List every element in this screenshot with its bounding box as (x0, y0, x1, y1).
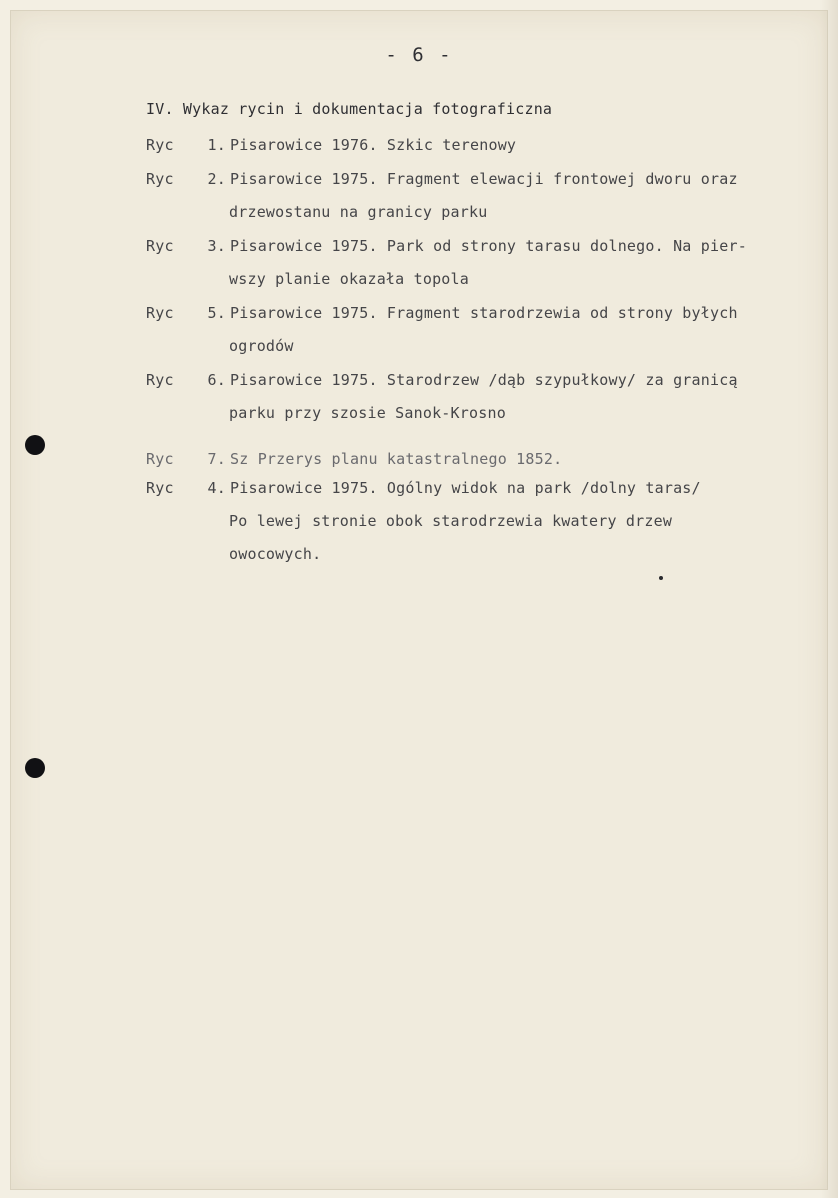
figure-entry-6 (146, 371, 738, 389)
figure-number: 6. (207, 371, 226, 389)
figure-entry-5 (146, 304, 738, 322)
figure-caption-line: Pisarowice 1975. Starodrzew /dąb szypułkowy/ za granicą (230, 371, 738, 389)
figure-entry-1 (146, 136, 516, 154)
figure-label: Ryc (146, 304, 174, 322)
figure-caption-continuation: Po lewej stronie obok starodrzewia kwatery drzew (229, 512, 673, 530)
figure-number: 5. (207, 304, 226, 322)
figure-caption-continuation: parku przy szosie Sanok-Krosno (229, 404, 506, 422)
figure-caption-line: Pisarowice 1975. Ogólny widok na park /dolny taras/ (230, 479, 701, 497)
figure-caption-continuation: owocowych. (229, 545, 322, 563)
page-number: - 6 - (385, 44, 453, 66)
figure-label: Ryc (146, 450, 174, 468)
figure-caption-line: Pisarowice 1975. Fragment elewacji frontowej dworu oraz (230, 170, 738, 188)
ink-speck (659, 576, 663, 580)
figure-label: Ryc (146, 237, 174, 255)
figure-label: Ryc (146, 170, 174, 188)
figure-entry-4 (146, 479, 701, 497)
figure-entry-3 (146, 237, 747, 255)
punch-hole-top (25, 435, 45, 455)
figure-label: Ryc (146, 371, 174, 389)
figure-label: Ryc (146, 136, 174, 154)
figure-caption-line: Sz Przerys planu katastralnego 1852. (230, 450, 563, 468)
figure-caption-continuation: wszy planie okazała topola (229, 270, 469, 288)
figure-number: 3. (207, 237, 226, 255)
page-edge-shadow (820, 0, 838, 1198)
figure-number: 2. (207, 170, 226, 188)
figure-entry-2 (146, 170, 738, 188)
figure-caption-line: Pisarowice 1976. Szkic terenowy (230, 136, 517, 154)
figure-number: 4. (207, 479, 226, 497)
figure-caption-line: Pisarowice 1975. Fragment starodrzewia od strony byłych (230, 304, 738, 322)
figure-caption-continuation: ogrodów (229, 337, 294, 355)
figure-entry-7 (146, 450, 562, 468)
figure-number: 1. (207, 136, 226, 154)
figure-number: 7. (207, 450, 226, 468)
figure-caption-line: Pisarowice 1975. Park od strony tarasu dolnego. Na pier- (230, 237, 747, 255)
section-heading: IV. Wykaz rycin i dokumentacja fotograficzna (146, 100, 553, 118)
punch-hole-bottom (25, 758, 45, 778)
figure-label: Ryc (146, 479, 174, 497)
figure-caption-continuation: drzewostanu na granicy parku (229, 203, 488, 221)
